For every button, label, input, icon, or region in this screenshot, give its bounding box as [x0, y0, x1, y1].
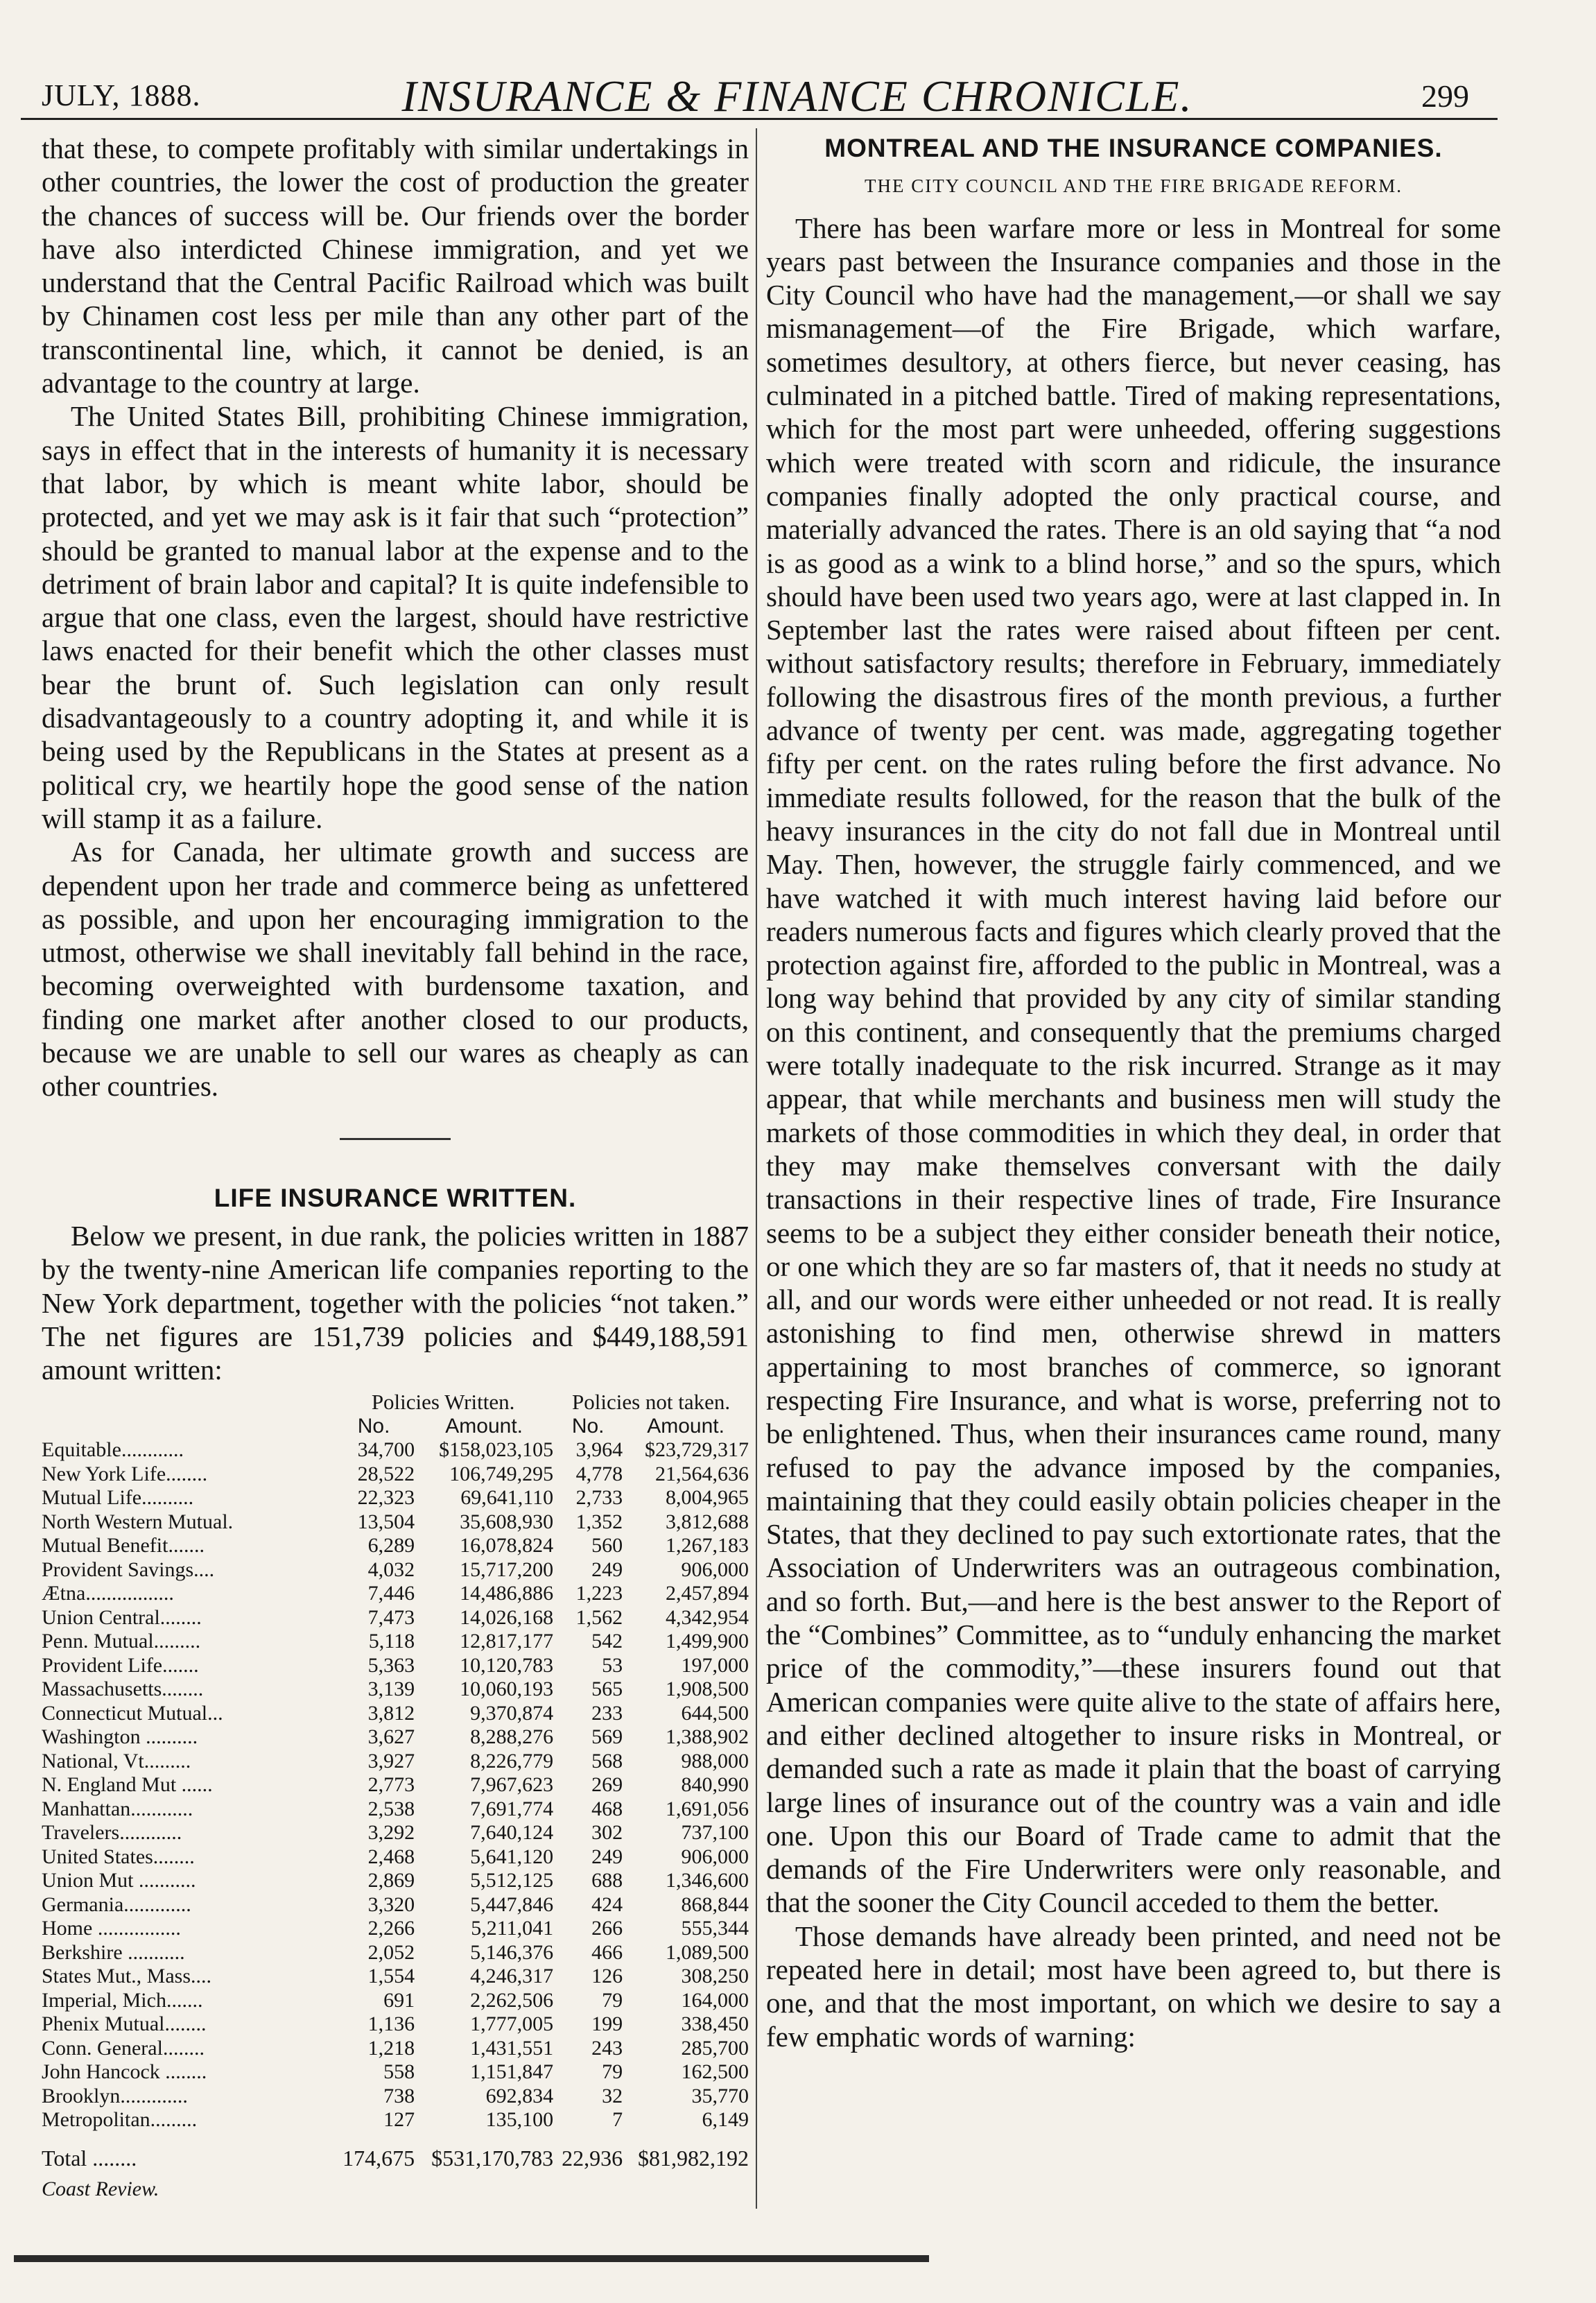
company-name: Travelers............: [42, 1821, 182, 1845]
written-no: 7,473: [367, 1605, 415, 1629]
table-row: [42, 1606, 749, 1630]
written-amount: 8,288,276: [470, 1725, 554, 1749]
not-taken-no: 266: [591, 1917, 623, 1940]
written-no: 3,320: [367, 1892, 415, 1916]
not-taken-amount: 164,000: [681, 1988, 749, 2012]
life-insurance-intro: Below we present, in due rank, the policies written in 1887 by the twenty-nine American life companies reporting to the New York department, together with the policies “not taken.” The net figures are 151,739 policies and $449,188,591 amount written:: [42, 1219, 749, 1386]
not-taken-amount: 338,450: [681, 2012, 749, 2036]
written-no: 127: [383, 2108, 415, 2132]
page-number: 299: [1421, 78, 1469, 114]
table-corner: [42, 1415, 333, 1439]
not-taken-amount: 1,691,056: [666, 1797, 749, 1820]
not-taken-no: 243: [591, 2036, 623, 2060]
table-row: [42, 1989, 749, 2013]
column-header-amount: Amount.: [445, 1414, 523, 1438]
written-amount: 9,370,874: [470, 1701, 554, 1725]
not-taken-no: 1,352: [575, 1510, 623, 1533]
not-taken-amount: 840,990: [681, 1773, 749, 1797]
written-amount: 7,640,124: [470, 1821, 554, 1845]
written-amount: 5,211,041: [471, 1917, 554, 1940]
table-source: Coast Review.: [42, 2177, 159, 2201]
table-row: [42, 1510, 749, 1535]
not-taken-amount: 988,000: [681, 1749, 749, 1772]
table-row: [42, 2012, 749, 2037]
not-taken-amount: 2,457,894: [666, 1582, 749, 1605]
not-taken-amount: 3,812,688: [666, 1510, 749, 1533]
company-name: Penn. Mutual.........: [42, 1630, 201, 1653]
table-row: [42, 1654, 749, 1678]
not-taken-no: 542: [591, 1630, 623, 1653]
written-amount: 106,749,295: [449, 1462, 554, 1485]
table-row: [42, 1941, 749, 1965]
company-name: Union Central........: [42, 1605, 202, 1629]
not-taken-amount: 1,346,600: [666, 1869, 749, 1892]
not-taken-amount: 21,564,636: [655, 1462, 749, 1485]
company-name: Berkshire ...........: [42, 1940, 185, 1964]
written-no: 1,136: [367, 2012, 415, 2036]
company-name: North Western Mutual.: [42, 1510, 234, 1533]
company-name: Union Mut ...........: [42, 1869, 196, 1892]
not-taken-amount: 4,342,954: [666, 1605, 749, 1629]
not-taken-amount: 162,500: [681, 2060, 749, 2084]
column-divider: [756, 128, 757, 2209]
not-taken-amount: 1,267,183: [666, 1534, 749, 1558]
group-header-not-taken: Policies not taken.: [572, 1390, 731, 1415]
total-not-taken-amount: $81,982,192: [638, 2145, 749, 2171]
not-taken-amount: 1,499,900: [666, 1630, 749, 1653]
written-amount: 7,691,774: [470, 1797, 554, 1820]
table-row: [42, 1582, 749, 1606]
table-row: [42, 2060, 749, 2085]
total-row: [42, 2132, 749, 2171]
company-name: Mutual Life..........: [42, 1486, 194, 1510]
paragraph: The United States Bill, prohibiting Chinese immigration, says in effect that in the interests of humanity it is necessary that labor, by which is meant white labor, should be protected, and yet we may ask is it fair that such “protection” should be granted to manual labor at the expense and to the detriment of brain labor and capital? It is quite indefensible to argue that one class, even the largest, should have restrictive laws enacted for their benefit which the other classes must bear the brunt of. Such legislation can only result disadvantageously to a country adopting it, and while it is being used by the Republicans in the States at present as a political cry, we heartily hope the good sense of the nation will stamp it as a failure.: [42, 400, 749, 834]
not-taken-amount: 644,500: [681, 1701, 749, 1725]
company-name: New York Life........: [42, 1462, 208, 1485]
company-name: Mutual Benefit.......: [42, 1534, 205, 1558]
written-amount: 69,641,110: [460, 1486, 554, 1510]
written-no: 2,266: [367, 1917, 415, 1940]
paragraph: There has been warfare more or less in Montreal for some years past between the Insurance companies and those in the City Council who have had the management,—or shall we say mismanagement—of the Fire Brigade, which warfare, sometimes desultory, at others fierce, but never ceasing, has culminated in a pitched battle. Tired of making representations, which for the most part were unheeded, offering suggestions which were treated with scorn and ridicule, the insurance companies finally adopted the only practical course, and materially advanced the rates. There is an old saying that “a nod is as good as a wink to a blind horse,” and so the spurs, which should have been used two years ago, were at last clapped in. In September last the rates were raised about fifteen per cent. without satisfactory results; therefore in February, immediately following the disastrous fires of the month previous, a further advance of twenty per cent. was made, aggregating together fifty per cent. on the rates ruling before the first advance. No immediate results followed, for the reason that the bulk of the heavy insurances in the city do not fall due in Montreal until May. Then, however, the struggle fairly commenced, and we have watched it with much interest having laid before our readers numerous facts and figures which clearly proved that the protection against fire, afforded to the public in Montreal, was a long way behind that provided by any city of similar standing on this continent, and consequently that the premiums charged were totally inadequate to the risk incurred. Strange as it may appear, that while merchants and business men will study the markets of those commodities in which they deal, in order that they may make themselves conversant with the daily transactions in their respective lines of trade, Fire Insurance seems to be a subject they either consider beneath their notice, or one which they are so far masters of, that it needs no study at all, and our words were either unheeded or not read. It is really astonishing to find men, otherwise shrewd in matters appertaining to most branches of commerce, so ignorant respecting Fire Insurance, and what is worse, preferring not to be enlightened. Thus, when their insurances came round, many refused to pay the advance imposed by the companies, maintaining that they could easily obtain policies cheaper in the States, that they declined to pay such extortionate rates, that the Association of Underwriters was an outrageous combination, and so forth. But,—and here is the best answer to the Report of the “Combines” Committee, as to “unduly enhancing the market price of the commodity,”—these insurers found out that American companies were quite alive to the state of affairs here, and either declined altogether to insure risks in Montreal, or demanded such a rate as made it plain that the boast of carrying large lines of insurance out of the country was a vain and idle one. Upon this our Board of Trade came to admit that the demands of the Fire Underwriters were only reasonable, and that the sooner the City Council acceded to them the better.: [766, 212, 1501, 1919]
company-name: United States........: [42, 1845, 195, 1868]
article-subheading: THE CITY COUNCIL AND THE FIRE BRIGADE REFORM.: [864, 175, 1403, 197]
total-label: Total ........: [42, 2145, 137, 2171]
table-row: [42, 1725, 749, 1750]
company-name: John Hancock ........: [42, 2060, 207, 2084]
written-no: 558: [383, 2060, 415, 2084]
written-no: 22,323: [357, 1486, 415, 1510]
written-no: 3,927: [367, 1749, 415, 1772]
not-taken-amount: 8,004,965: [666, 1486, 749, 1510]
company-name: Provident Life.......: [42, 1653, 199, 1677]
not-taken-amount: 35,770: [691, 2084, 749, 2107]
not-taken-no: 1,562: [575, 1605, 623, 1629]
company-name: Connecticut Mutual...: [42, 1701, 223, 1725]
not-taken-no: 249: [591, 1845, 623, 1868]
table-row: [42, 1677, 749, 1702]
not-taken-no: 560: [591, 1534, 623, 1558]
company-name: Manhattan............: [42, 1797, 193, 1820]
life-insurance-heading: LIFE INSURANCE WRITTEN.: [214, 1183, 577, 1212]
company-name: Germania.............: [42, 1892, 191, 1916]
company-name: Washington ..........: [42, 1725, 198, 1749]
company-name: States Mut., Mass....: [42, 1965, 212, 1988]
written-no: 5,118: [368, 1630, 415, 1653]
table-row: [42, 1797, 749, 1822]
written-amount: 15,717,200: [460, 1558, 554, 1581]
total-written-amount: $531,170,783: [431, 2145, 554, 2171]
not-taken-amount: 1,388,902: [666, 1725, 749, 1749]
table-row: [42, 2085, 749, 2109]
not-taken-no: 79: [602, 2060, 623, 2084]
publication-title: INSURANCE & FINANCE CHRONICLE.: [401, 71, 1193, 121]
written-no: 3,812: [367, 1701, 415, 1725]
table-row: [42, 1893, 749, 1917]
written-no: 7,446: [367, 1582, 415, 1605]
column-header-no: No.: [571, 1414, 605, 1438]
not-taken-amount: 1,908,500: [666, 1677, 749, 1701]
not-taken-no: 3,964: [575, 1438, 623, 1462]
company-name: Ætna.................: [42, 1582, 174, 1605]
not-taken-no: 1,223: [575, 1582, 623, 1605]
not-taken-no: 53: [602, 1653, 623, 1677]
written-amount: 35,608,930: [460, 1510, 554, 1533]
written-no: 2,773: [367, 1773, 415, 1797]
table-row: [42, 1438, 749, 1463]
written-amount: 10,060,193: [460, 1677, 554, 1701]
written-amount: 4,246,317: [470, 1965, 554, 1988]
written-no: 3,139: [367, 1677, 415, 1701]
bottom-border: [14, 2255, 929, 2262]
not-taken-no: 7: [612, 2108, 623, 2132]
company-name: Brooklyn.............: [42, 2084, 188, 2107]
page-header: [21, 14, 1498, 120]
written-no: 1,218: [367, 2036, 415, 2060]
written-amount: $158,023,105: [439, 1438, 554, 1462]
total-not-taken-no: 22,936: [562, 2145, 623, 2171]
written-no: 6,289: [367, 1534, 415, 1558]
company-name: N. England Mut ......: [42, 1773, 213, 1797]
written-no: 691: [383, 1988, 415, 2012]
written-amount: 2,262,506: [470, 1988, 554, 2012]
not-taken-amount: 868,844: [681, 1892, 749, 1916]
written-amount: 10,120,783: [460, 1653, 554, 1677]
table-corner: [42, 1390, 333, 1415]
written-no: 738: [383, 2084, 415, 2107]
table-row: [42, 1486, 749, 1510]
group-header-written: Policies Written.: [371, 1390, 515, 1415]
table-row: [42, 1845, 749, 1870]
table-row: [42, 1821, 749, 1845]
issue-date: JULY, 1888.: [42, 78, 201, 112]
written-no: 13,504: [357, 1510, 415, 1533]
not-taken-no: 233: [591, 1701, 623, 1725]
not-taken-amount: 6,149: [702, 2108, 749, 2132]
written-no: 2,052: [367, 1940, 415, 1964]
written-amount: 12,817,177: [460, 1630, 554, 1653]
written-amount: 692,834: [485, 2084, 554, 2107]
not-taken-no: 688: [591, 1869, 623, 1892]
table-row: [42, 1869, 749, 1893]
written-amount: 16,078,824: [460, 1534, 554, 1558]
table-row: [42, 1630, 749, 1654]
company-name: Equitable............: [42, 1438, 184, 1462]
table-row: [42, 1773, 749, 1797]
not-taken-amount: 737,100: [681, 1821, 749, 1845]
not-taken-amount: 555,344: [681, 1917, 749, 1940]
not-taken-no: 466: [591, 1940, 623, 1964]
policy-rows: [42, 1438, 749, 2132]
not-taken-no: 269: [591, 1773, 623, 1797]
written-amount: 14,026,168: [460, 1605, 554, 1629]
written-amount: 1,777,005: [470, 2012, 554, 2036]
written-amount: 7,967,623: [470, 1773, 554, 1797]
not-taken-no: 199: [591, 2012, 623, 2036]
not-taken-amount: 308,250: [681, 1965, 749, 1988]
written-amount: 1,431,551: [470, 2036, 554, 2060]
company-name: Massachusetts........: [42, 1677, 204, 1701]
section-separator: [340, 1138, 451, 1140]
not-taken-no: 126: [591, 1965, 623, 1988]
written-no: 1,554: [367, 1965, 415, 1988]
table-row: [42, 2037, 749, 2061]
table-row: [42, 1702, 749, 1726]
written-no: 3,627: [367, 1725, 415, 1749]
written-amount: 5,146,376: [470, 1940, 554, 1964]
table-row: [42, 2108, 749, 2132]
table-row: [42, 1534, 749, 1558]
written-no: 2,538: [367, 1797, 415, 1820]
total-written-no: 174,675: [342, 2145, 415, 2171]
table-row: [42, 1558, 749, 1582]
not-taken-no: 2,733: [575, 1486, 623, 1510]
company-name: Provident Savings....: [42, 1558, 215, 1581]
paragraph: that these, to compete profitably with similar undertakings in other countries, the lower the cost of production the greater the chances of success will be. Our friends over the border have also interdicted Chinese immigration, and yet we understand that the Central Pacific Railroad which was built by Chinamen cost less per mile than any other part of the transcontinental line, which, it cannot be denied, is an advantage to the country at large.: [42, 132, 749, 399]
not-taken-no: 4,778: [575, 1462, 623, 1485]
not-taken-no: 568: [591, 1749, 623, 1772]
not-taken-amount: 906,000: [681, 1558, 749, 1581]
table-row: [42, 1965, 749, 1989]
written-no: 5,363: [367, 1653, 415, 1677]
paragraph: As for Canada, her ultimate growth and success are dependent upon her trade and commerce being as unfettered as possible, and upon her encouraging immigration to the utmost, otherwise we shall inevitably fall behind in the race, becoming overweighted with burdensome taxation, and finding one market after another closed to our products, because we are unable to sell our wares as cheaply as can other countries.: [42, 836, 749, 1103]
written-amount: 135,100: [485, 2108, 554, 2132]
not-taken-no: 32: [602, 2084, 623, 2107]
written-no: 28,522: [357, 1462, 415, 1485]
policies-table: [42, 1390, 749, 2170]
paragraph: Those demands have already been printed, and need not be repeated here in detail; most have been agreed to, but there is one, and that the most important, on which we desire to say a few emphatic words of warning:: [766, 1920, 1501, 2053]
company-name: Imperial, Mich.......: [42, 1988, 203, 2012]
table-row: [42, 1750, 749, 1774]
not-taken-no: 569: [591, 1725, 623, 1749]
written-amount: 5,641,120: [470, 1845, 554, 1868]
not-taken-amount: 906,000: [681, 1845, 749, 1868]
not-taken-no: 565: [591, 1677, 623, 1701]
company-name: National, Vt.........: [42, 1749, 191, 1772]
not-taken-no: 302: [591, 1821, 623, 1845]
written-no: 4,032: [367, 1558, 415, 1581]
table-row: [42, 1917, 749, 1941]
company-name: Phenix Mutual........: [42, 2012, 207, 2036]
not-taken-amount: 197,000: [681, 1653, 749, 1677]
written-no: 3,292: [367, 1821, 415, 1845]
written-amount: 8,226,779: [470, 1749, 554, 1772]
written-no: 2,468: [367, 1845, 415, 1868]
column-header-no: No.: [357, 1414, 390, 1438]
article-heading: MONTREAL AND THE INSURANCE COMPANIES.: [824, 134, 1443, 162]
not-taken-no: 424: [591, 1892, 623, 1916]
written-no: 34,700: [357, 1438, 415, 1462]
not-taken-no: 79: [602, 1988, 623, 2012]
company-name: Conn. General........: [42, 2036, 205, 2060]
company-name: Metropolitan.........: [42, 2108, 198, 2132]
not-taken-amount: 1,089,500: [666, 1940, 749, 1964]
left-column: [42, 132, 749, 2207]
written-amount: 1,151,847: [470, 2060, 554, 2084]
not-taken-no: 468: [591, 1797, 623, 1820]
right-column: [766, 132, 1501, 2053]
written-amount: 5,512,125: [470, 1869, 554, 1892]
written-amount: 5,447,846: [470, 1892, 554, 1916]
company-name: Home ................: [42, 1917, 181, 1940]
not-taken-amount: $23,729,317: [645, 1438, 749, 1462]
not-taken-amount: 285,700: [681, 2036, 749, 2060]
column-header-amount: Amount.: [647, 1414, 725, 1438]
not-taken-no: 249: [591, 1558, 623, 1581]
written-amount: 14,486,886: [460, 1582, 554, 1605]
table-row: [42, 1463, 749, 1487]
written-no: 2,869: [367, 1869, 415, 1892]
